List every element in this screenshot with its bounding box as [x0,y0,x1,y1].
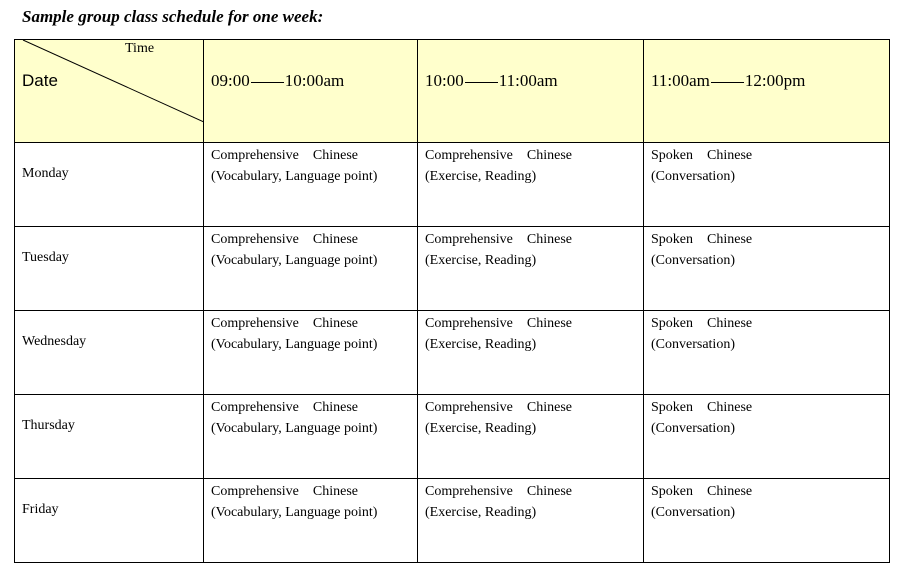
day-name: Thursday [22,418,75,433]
class-line-2: (Vocabulary, Language point) [211,253,378,268]
class-cell [418,479,644,563]
class-name-part-1: Comprehensive [425,232,513,247]
class-name-part-1: Spoken [651,232,693,247]
class-name-part-1: Comprehensive [211,484,299,499]
day-name: Wednesday [22,334,87,349]
class-line-2: (Conversation) [651,421,735,436]
slot-start: 10:00 [425,71,464,90]
day-cell [15,479,204,563]
class-name-part-1: Comprehensive [211,400,299,415]
class-name-part-2: Chinese [707,400,753,415]
class-line-2: (Vocabulary, Language point) [211,169,378,184]
table-row [15,143,890,227]
day-cell [15,143,204,227]
class-cell [418,227,644,311]
dash [711,82,744,83]
class-name-part-2: Chinese [707,316,753,331]
table-row [15,227,890,311]
class-cell [644,227,890,311]
class-cell [418,143,644,227]
day-name: Tuesday [22,250,69,265]
time-axis-label: Time [125,41,155,56]
class-line-2: (Conversation) [651,253,735,268]
table-row [15,311,890,395]
class-name-part-2: Chinese [707,232,753,247]
page-title: Sample group class schedule for one week: [22,7,324,26]
class-name-part-2: Chinese [526,484,572,499]
class-line-2: (Vocabulary, Language point) [211,337,378,352]
class-line-1 [425,481,643,502]
class-name-part-2: Chinese [526,400,572,415]
class-line-2: (Conversation) [651,169,735,184]
day-cell [15,311,204,395]
class-line-1 [211,145,417,166]
time-slot-header [204,40,418,143]
class-cell [644,311,890,395]
table-row [15,479,890,563]
time-slot-header [418,40,644,143]
class-name-part-1: Spoken [651,148,693,163]
class-line-1 [651,229,889,250]
class-line-1 [651,397,889,418]
class-line-1 [651,145,889,166]
class-name-part-2: Chinese [707,148,753,163]
class-line-2: (Exercise, Reading) [425,169,537,184]
corner-cell [15,40,204,143]
schedule-table [14,39,890,563]
class-line-2: (Exercise, Reading) [425,337,537,352]
class-name-part-2: Chinese [312,316,358,331]
class-name-part-2: Chinese [312,148,358,163]
day-name: Friday [22,502,59,517]
class-cell [204,227,418,311]
class-name-part-1: Comprehensive [425,316,513,331]
class-line-1 [651,481,889,502]
class-line-2: (Vocabulary, Language point) [211,505,378,520]
class-name-part-2: Chinese [312,400,358,415]
class-name-part-1: Spoken [651,316,693,331]
class-line-1 [425,397,643,418]
class-name-part-1: Spoken [651,484,693,499]
class-line-1 [211,229,417,250]
class-cell [644,479,890,563]
class-cell [644,143,890,227]
class-name-part-1: Comprehensive [211,316,299,331]
class-line-2: (Exercise, Reading) [425,505,537,520]
date-axis-label: Date [22,71,58,90]
dash [465,82,498,83]
class-line-1 [211,313,417,334]
slot-end: 10:00am [284,71,345,90]
time-slot-header [644,40,890,143]
class-line-2: (Vocabulary, Language point) [211,421,378,436]
slot-start: 11:00am [651,71,710,90]
class-line-2: (Exercise, Reading) [425,253,537,268]
header-row [15,40,890,143]
class-name-part-2: Chinese [526,148,572,163]
class-cell [204,143,418,227]
class-name-part-1: Comprehensive [425,484,513,499]
day-name: Monday [22,166,69,181]
class-cell [418,311,644,395]
class-line-1 [425,313,643,334]
day-cell [15,227,204,311]
table-row [15,395,890,479]
class-line-1 [211,397,417,418]
class-line-1 [651,313,889,334]
class-name-part-2: Chinese [312,232,358,247]
slot-end: 12:00pm [744,71,806,90]
class-name-part-1: Comprehensive [211,148,299,163]
class-cell [204,479,418,563]
class-name-part-1: Spoken [651,400,693,415]
class-line-1 [211,481,417,502]
class-name-part-1: Comprehensive [211,232,299,247]
slot-start: 09:00 [211,71,250,90]
class-line-1 [425,145,643,166]
class-cell [204,395,418,479]
slot-end: 11:00am [498,71,558,90]
day-cell [15,395,204,479]
class-line-2: (Conversation) [651,505,735,520]
class-cell [204,311,418,395]
class-name-part-1: Comprehensive [425,400,513,415]
class-line-1 [425,229,643,250]
diagonal-divider [15,40,204,142]
class-line-2: (Exercise, Reading) [425,421,537,436]
class-name-part-1: Comprehensive [425,148,513,163]
class-name-part-2: Chinese [707,484,753,499]
dash [251,82,284,83]
class-cell [644,395,890,479]
class-name-part-2: Chinese [526,232,572,247]
class-name-part-2: Chinese [526,316,572,331]
class-line-2: (Conversation) [651,337,735,352]
class-cell [418,395,644,479]
class-name-part-2: Chinese [312,484,358,499]
